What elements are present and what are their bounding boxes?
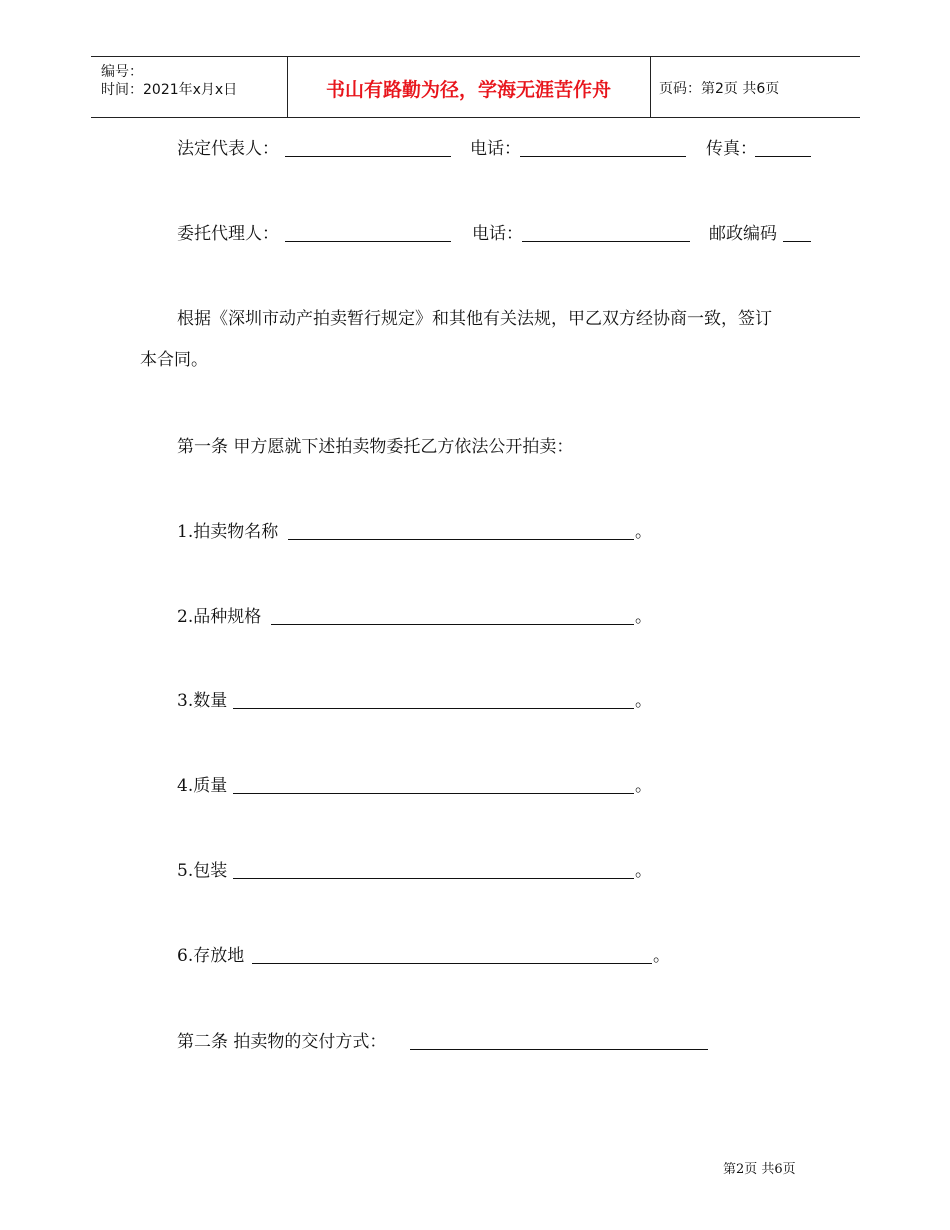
- fax-label: 传真：: [706, 139, 757, 159]
- postcode-label: 邮政编码: [709, 224, 777, 244]
- postcode-blank[interactable]: [783, 241, 811, 242]
- item-end-mark: 。: [635, 607, 652, 627]
- item-label: 6.存放地: [177, 946, 245, 966]
- legal-rep-label: 法定代表人：: [177, 139, 279, 159]
- header-motto-cell: [287, 57, 651, 117]
- document-header: [91, 56, 860, 118]
- legal-rep-blank[interactable]: [285, 156, 451, 157]
- fax-blank[interactable]: [755, 156, 811, 157]
- article-2-title: 第二条 拍卖物的交付方式：: [177, 1032, 387, 1052]
- footer-page-number: 第2页 共6页: [723, 1162, 796, 1177]
- item-blank[interactable]: [288, 539, 634, 540]
- header-motto: 书山有路勤为径，学海无涯苦作舟: [325, 79, 611, 101]
- preamble-line-2: 本合同。: [140, 350, 208, 370]
- header-page-number: 页码：第2页 共6页: [659, 81, 780, 97]
- item-blank[interactable]: [233, 793, 634, 794]
- item-label: 4.质量: [177, 776, 228, 796]
- item-label: 2.品种规格: [177, 607, 262, 627]
- item-end-mark: 。: [635, 861, 652, 881]
- agent-phone-blank[interactable]: [522, 241, 690, 242]
- document-number-label: 编号：: [101, 64, 143, 80]
- item-end-mark: 。: [635, 522, 652, 542]
- phone-label: 电话：: [470, 139, 521, 159]
- item-label: 5.包装: [177, 861, 228, 881]
- agent-blank[interactable]: [285, 241, 451, 242]
- preamble-line-1: 根据《深圳市动产拍卖暂行规定》和其他有关法规，甲乙双方经协商一致，签订: [177, 309, 772, 329]
- phone-blank[interactable]: [520, 156, 686, 157]
- item-end-mark: 。: [635, 691, 652, 711]
- item-end-mark: 。: [653, 946, 670, 966]
- agent-phone-label: 电话：: [472, 224, 523, 244]
- item-blank[interactable]: [252, 963, 652, 964]
- item-label: 3.数量: [177, 691, 228, 711]
- document-time-label: 时间：2021年x月x日: [101, 82, 238, 98]
- delivery-method-blank[interactable]: [410, 1049, 708, 1050]
- item-label: 1.拍卖物名称: [177, 522, 279, 542]
- header-info-cell: [91, 57, 288, 117]
- header-page-cell: [650, 57, 860, 117]
- item-blank[interactable]: [233, 708, 634, 709]
- article-1-title: 第一条 甲方愿就下述拍卖物委托乙方依法公开拍卖：: [177, 437, 574, 457]
- agent-label: 委托代理人：: [177, 224, 279, 244]
- item-end-mark: 。: [635, 776, 652, 796]
- item-blank[interactable]: [271, 624, 634, 625]
- item-blank[interactable]: [233, 878, 634, 879]
